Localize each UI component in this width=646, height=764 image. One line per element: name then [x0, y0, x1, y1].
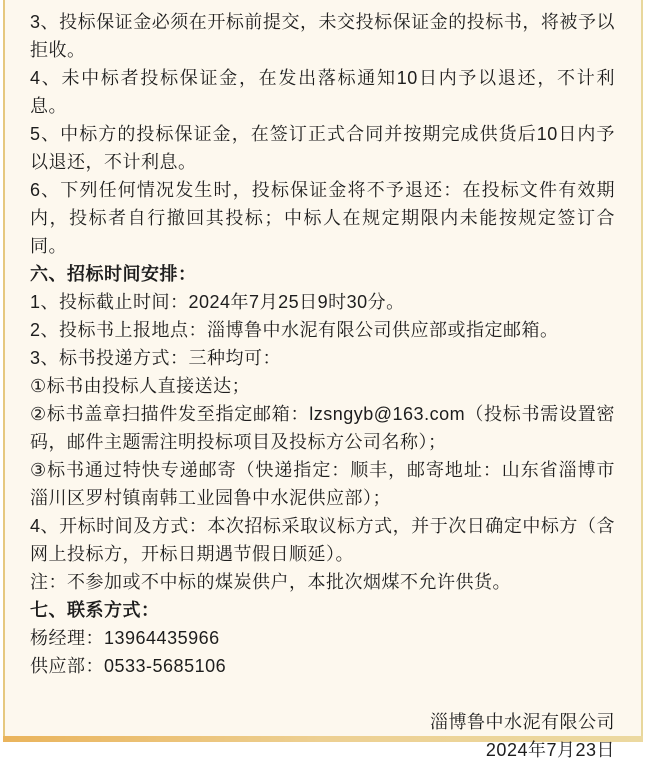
para-delivery-method-1: ①标书由投标人直接送达；	[30, 376, 251, 396]
contact-department-line: 供应部：0533-5685106	[30, 656, 227, 676]
para-bid-opening-time-method: 4、开标时间及方式：本次招标采取议标方式，并于次日确定中标方（含网上投标方，开标日期遇节假日顺延）。	[30, 516, 615, 564]
signature-date: 2024年7月23日	[485, 740, 615, 760]
para-bond-refund-winner: 5、中标方的投标保证金，在签订正式合同并按期完成供货后10日内予以退还，不计利息。	[30, 124, 615, 172]
para-bond-refund-losers: 4、未中标者投标保证金，在发出落标通知10日内予以退还，不计利息。	[30, 68, 615, 116]
signature-company: 淄博鲁中水泥有限公司	[430, 712, 615, 732]
para-delivery-method-2-email: ②标书盖章扫描件发至指定邮箱：lzsngyb@163.com（投标书需设置密码，邮件主题需注明投标项目及投标方公司名称）；	[30, 404, 615, 452]
contact-manager-line: 杨经理：13964435966	[30, 628, 220, 648]
section-heading-schedule: 六、招标时间安排：	[30, 264, 197, 284]
para-delivery-methods-intro: 3、标书投递方式：三种均可：	[30, 348, 282, 368]
notice-panel	[3, 0, 643, 760]
para-note-coal-suppliers: 注：不参加或不中标的煤炭供户，本批次烟煤不允许供货。	[30, 572, 511, 592]
para-bid-deadline: 1、投标截止时间：2024年7月25日9时30分。	[30, 292, 405, 312]
section-heading-contact: 七、联系方式：	[30, 600, 160, 620]
para-delivery-method-3-express: ③标书通过特快专递邮寄（快递指定：顺丰，邮寄地址：山东省淄博市淄川区罗村镇南韩工业园鲁中水泥供应部）；	[30, 460, 615, 508]
notice-content	[5, 0, 641, 764]
para-bond-submit-rule: 3、投标保证金必须在开标前提交，未交投标保证金的投标书，将被予以拒收。	[30, 12, 615, 60]
para-bond-forfeit-cases: 6、下列任何情况发生时，投标保证金将不予退还：在投标文件有效期内，投标者自行撤回其投标；中标人在规定期限内未能按规定签订合同。	[30, 180, 615, 256]
para-bid-submission-place: 2、投标书上报地点：淄博鲁中水泥有限公司供应部或指定邮箱。	[30, 320, 559, 340]
